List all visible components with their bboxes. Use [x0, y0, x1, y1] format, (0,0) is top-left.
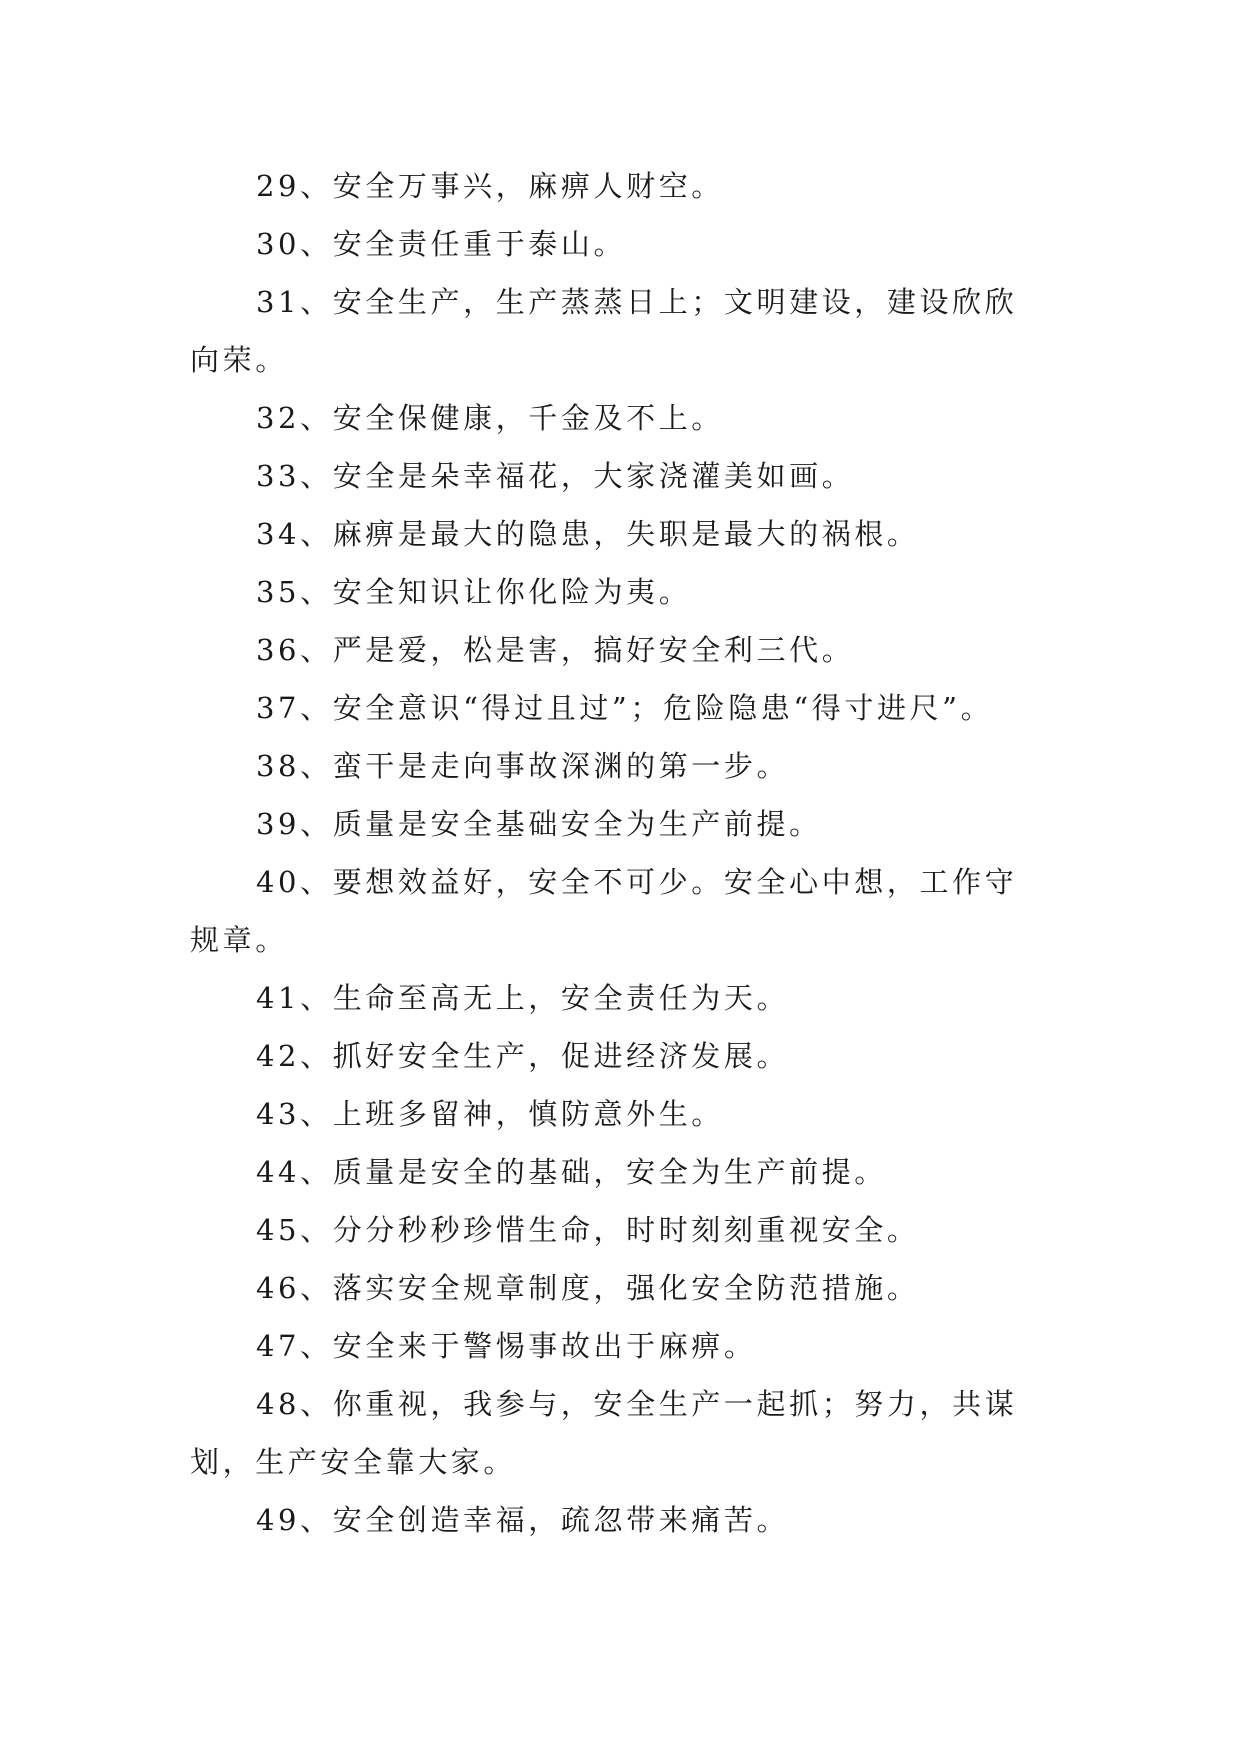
paragraph-42: 42、抓好安全生产，促进经济发展。: [256, 1039, 790, 1073]
paragraph-41: 41、生命至高无上，安全责任为天。: [256, 981, 790, 1015]
paragraph-30: 30、安全责任重于泰山。: [256, 227, 627, 261]
paragraph-38: 38、蛮干是走向事故深渊的第一步。: [256, 749, 790, 783]
paragraph-49: 49、安全创造幸福，疏忽带来痛苦。: [256, 1503, 790, 1537]
paragraph-33: 33、安全是朵幸福花，大家浇灌美如画。: [256, 459, 855, 493]
paragraph-34: 34、麻痹是最大的隐患，失职是最大的祸根。: [256, 517, 920, 551]
paragraph-45: 45、分分秒秒珍惜生命，时时刻刻重视安全。: [256, 1213, 920, 1247]
paragraph-37: 37、安全意识“得过且过”；危险隐患“得寸进尺”。: [256, 691, 994, 725]
paragraph-39: 39、质量是安全基础安全为生产前提。: [256, 807, 822, 841]
paragraph-44: 44、质量是安全的基础，安全为生产前提。: [256, 1155, 887, 1189]
paragraph-40: 40、要想效益好，安全不可少。安全心中想，工作守规章。: [190, 865, 1018, 957]
paragraph-48: 48、你重视，我参与，安全生产一起抓；努力，共谋划，生产安全靠大家。: [190, 1387, 1018, 1479]
paragraph-43: 43、上班多留神，慎防意外生。: [256, 1097, 724, 1131]
paragraph-36: 36、严是爱，松是害，搞好安全利三代。: [256, 633, 855, 667]
paragraph-35: 35、安全知识让你化险为夷。: [256, 575, 692, 609]
paragraph-31: 31、安全生产，生产蒸蒸日上；文明建设，建设欣欣向荣。: [190, 285, 1018, 377]
paragraph-29: 29、安全万事兴，麻痹人财空。: [256, 169, 724, 203]
paragraph-47: 47、安全来于警惕事故出于麻痹。: [256, 1329, 757, 1363]
document-body: [190, 157, 1048, 1549]
paragraph-46: 46、落实安全规章制度，强化安全防范措施。: [256, 1271, 920, 1305]
paragraph-32: 32、安全保健康，千金及不上。: [256, 401, 724, 435]
